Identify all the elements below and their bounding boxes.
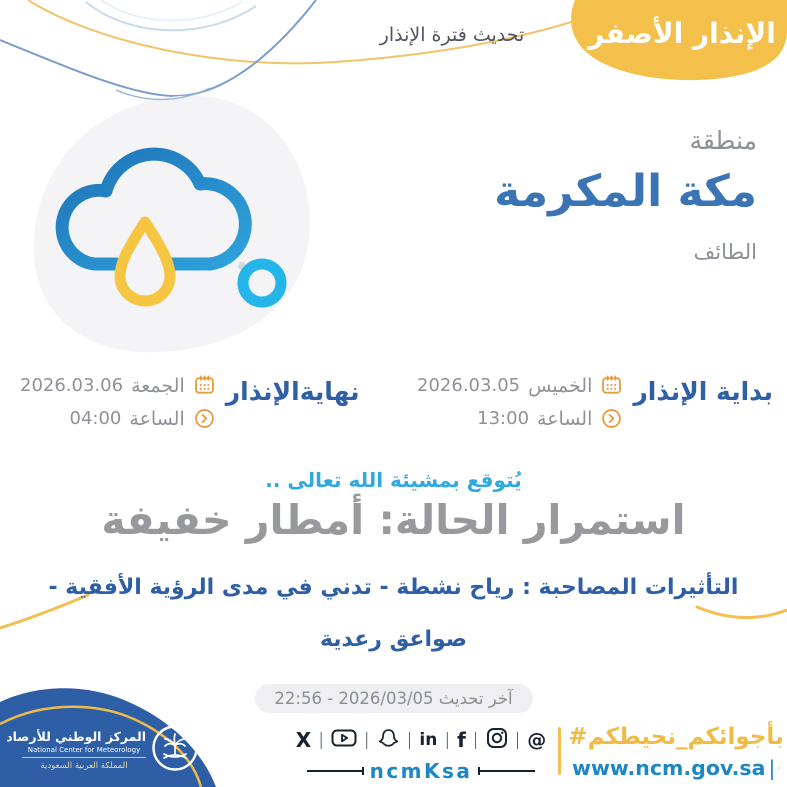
alert-end-block — [20, 374, 360, 430]
threads-icon[interactable]: @ — [527, 728, 547, 751]
alert-end-time-row — [20, 407, 216, 430]
alert-period-row — [0, 374, 787, 430]
alert-start-date-row — [417, 374, 623, 397]
clock-icon — [600, 407, 623, 430]
calendar-icon — [193, 374, 216, 397]
globe-icon — [778, 760, 780, 776]
region-city: الطائف — [693, 240, 757, 265]
alert-end-title: نهايةالإنذار — [225, 377, 360, 406]
social-handle-row — [290, 759, 552, 783]
forecast-condition: استمرار الحالة: أمطار خفيفة — [101, 496, 686, 544]
campaign-hashtag — [568, 724, 784, 752]
facebook-icon[interactable]: f — [457, 728, 466, 752]
footer-divider — [558, 727, 561, 775]
separator: | — [444, 730, 451, 750]
handle-line-right — [479, 770, 535, 772]
website-row[interactable] — [572, 756, 780, 780]
website-url[interactable]: www.ncm.gov.sa — [572, 755, 766, 780]
separator: | — [318, 730, 324, 750]
logo-country: المملكة العربية السعودية — [40, 761, 128, 771]
weather-illustration — [20, 80, 320, 370]
separator: | — [406, 730, 413, 750]
forecast-intro: يُتوقع بمشيئة الله تعالى .. — [265, 468, 522, 492]
separator: | — [768, 755, 776, 780]
alert-start-day: الخميس — [528, 374, 593, 397]
clock-icon — [193, 407, 216, 430]
logo-title-ar: المركز الوطني للأرصاد — [6, 729, 146, 744]
handle-line-left — [307, 770, 363, 772]
logo-title-en: National Center for Meteorology — [22, 746, 146, 758]
separator: | — [472, 730, 479, 750]
snapchat-icon[interactable] — [377, 727, 400, 754]
separator: | — [514, 730, 521, 750]
rain-cloud-icon — [20, 80, 320, 370]
alert-start-block — [417, 374, 773, 430]
forecast-effects-line2: صواعق رعدية — [319, 627, 468, 652]
alert-end-time: 04:00 — [69, 408, 122, 429]
alert-start-date: 2026.03.05 — [417, 375, 521, 396]
right-swoosh — [697, 607, 787, 618]
x-icon[interactable]: X — [295, 728, 312, 752]
separator: | — [363, 730, 370, 750]
alert-start-time-row — [417, 407, 623, 430]
alert-start-title: بداية الإنذار — [633, 377, 773, 406]
hashtag-underscore: _ — [676, 724, 688, 750]
ncm-logo-text — [6, 729, 146, 771]
alert-end-date: 2026.03.06 — [20, 375, 124, 396]
forecast-effects-line1: التأثيرات المصاحبة : رياح نشطة - تدني في مدى الرؤية الأفقية - — [48, 575, 739, 600]
pebble-background — [34, 96, 310, 353]
calendar-icon — [600, 374, 623, 397]
region-name: مكة المكرمة — [494, 166, 757, 217]
region-block — [494, 126, 757, 264]
alert-end-date-row — [20, 374, 216, 397]
social-handle[interactable]: ncmKsa — [369, 759, 473, 783]
footer-right-block — [568, 724, 784, 780]
hashtag-word-2: بأجوائكم — [687, 724, 784, 750]
region-label: منطقة — [689, 126, 757, 155]
hashtag-word-1: #نحيطكم — [568, 724, 676, 750]
alert-level-badge: الإنذار الأصفر — [588, 17, 776, 50]
alert-end-hour-label: الساعة — [129, 407, 185, 430]
palm-tree-emblem-icon — [150, 723, 200, 777]
linkedin-icon[interactable]: in — [419, 729, 438, 750]
arc-decoration-lighter — [101, 0, 242, 21]
alert-start-time: 13:00 — [477, 408, 530, 429]
last-update-pill: آخر تحديث 2026/03/05 - 22:56 — [254, 684, 532, 713]
social-block — [290, 727, 552, 783]
update-subtitle: تحديث فترة الإنذار — [379, 24, 525, 46]
social-icons-row — [290, 727, 552, 753]
alert-start-hour-label: الساعة — [537, 407, 593, 430]
youtube-icon[interactable] — [331, 728, 357, 752]
alert-end-day: الجمعة — [131, 374, 185, 397]
instagram-icon[interactable] — [486, 727, 508, 753]
